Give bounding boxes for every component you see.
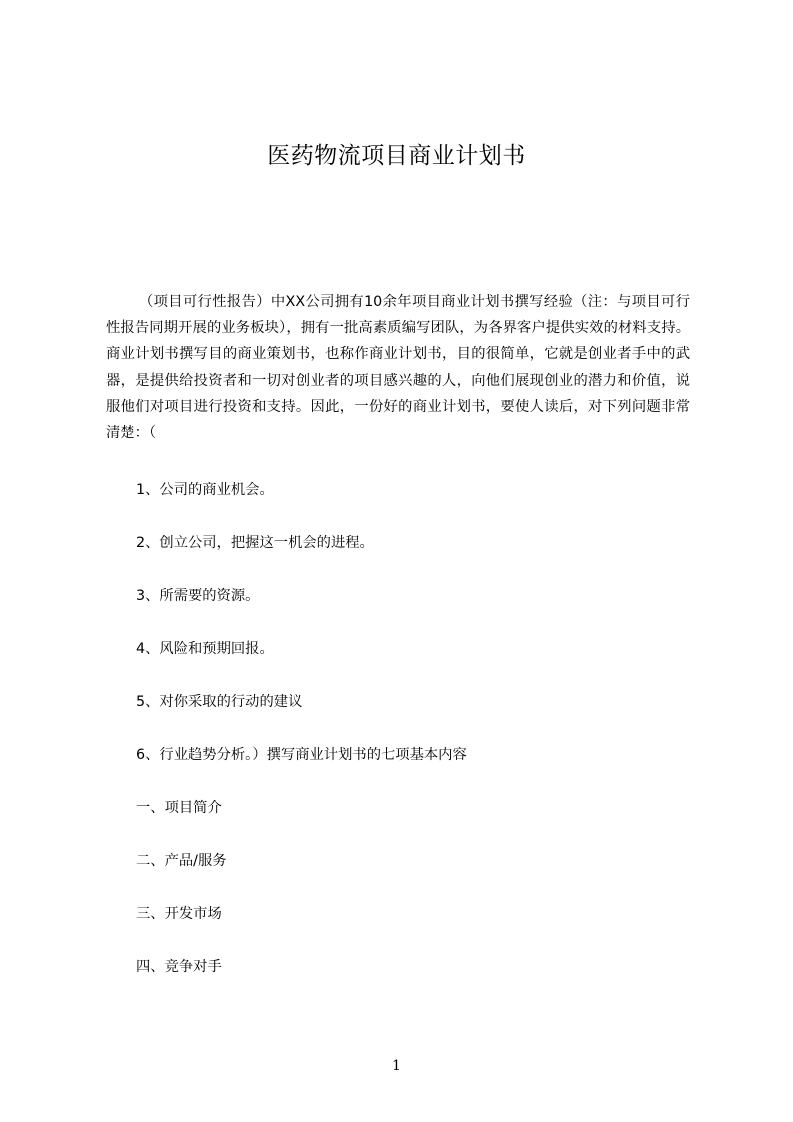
list-item-founding-process: 2、创立公司，把握这一机会的进程。 — [136, 535, 374, 551]
section-heading-project-intro: 一、项目简介 — [136, 800, 222, 816]
list-item-action-advice: 5、对你采取的行动的建议 — [136, 694, 303, 710]
list-item-resources: 3、所需要的资源。 — [136, 588, 260, 604]
section-heading-competitors: 四、竞争对手 — [136, 959, 222, 975]
intro-paragraph: （项目可行性报告）中XX公司拥有10余年项目商业计划书撰写经验（注：与项目可行性报告同期开展的业务板块），拥有一批高素质编写团队，为各界客户提供实效的材料支持。商业计划书撰写目的商业策划书，也称作商业计划书，目的很简单，它就是创业者手中的武器，是提供给投资者和一切对创业者的项目感兴趣的人，向他们展现创业的潜力和价值，说服他们对项目进行投资和支持。因此，一份好的商业计划书，要使人读后，对下列问题非常清楚：（ — [106, 294, 690, 442]
list-item-risk-return: 4、风险和预期回报。 — [136, 641, 274, 657]
section-heading-products-services: 二、产品/服务 — [136, 853, 227, 869]
document-title: 医药物流项目商业计划书 — [267, 143, 526, 169]
list-item-opportunity: 1、公司的商业机会。 — [136, 482, 274, 498]
list-item-industry-trend: 6、行业趋势分析。）撰写商业计划书的七项基本内容 — [136, 747, 467, 763]
section-heading-market-development: 三、开发市场 — [136, 906, 222, 922]
page-number: 1 — [392, 1058, 401, 1074]
